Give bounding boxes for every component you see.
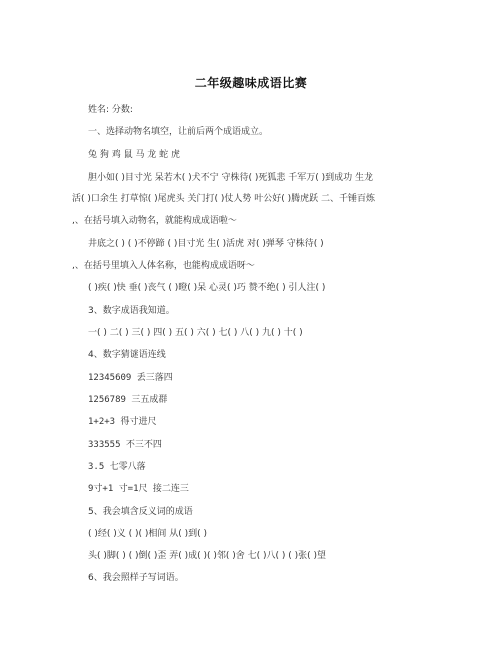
section-1-questions-a: 胆小如( )目寸光 呆若木( )犬不宁 守株待( )死狐悲 千军万( )到成功 生龙 <box>88 173 373 183</box>
section-2a-heading: ,、在括号填入动物名，就能构成成语啦～ <box>72 216 237 226</box>
riddle-line-3: 1+2+3 得寸进尺 <box>88 417 157 427</box>
riddle-line-6: 9寸+1 寸=1尺 接二连三 <box>88 484 189 494</box>
riddle-line-2: 1256789 三五成群 <box>88 395 168 405</box>
section-2a-questions: 井底之( ) ( )不停蹄 ( )目寸光 生( )活虎 对( )弹琴 守株待( ) <box>88 239 324 249</box>
section-5-questions-a: ( )经( )义 ( )( )相间 从( )到( ) <box>88 529 208 539</box>
section-6-heading: 6、我会照样子写词语。 <box>88 573 184 583</box>
section-2b-questions: ( )疾( )快 垂( )丧气 ( )瞪( )呆 心灵( )巧 赞不绝( ) 引人注( ) <box>88 283 326 293</box>
section-5-questions-b: 头( )脚( ) ( )倒( )歪 弄( )成( )( )邻( )舍 七( )八( ) ( )张( )望 <box>88 551 327 561</box>
name-score-line: 姓名: 分数: <box>88 105 133 115</box>
section-3-heading: 3、数字成语我知道。 <box>88 306 175 316</box>
section-3-questions: 一( ) 二( ) 三( ) 四( ) 五( ) 六( ) 七( ) 八( ) 九( ) 十( ) <box>88 328 303 338</box>
riddle-line-4: 333555 不三不四 <box>88 440 162 450</box>
section-4-heading: 4、数字猜谜语连线 <box>88 350 166 360</box>
riddle-line-5: 3.5 七零八落 <box>88 462 146 472</box>
section-1-heading: 一、选择动物名填空，让前后两个成语成立。 <box>88 127 269 137</box>
document-title: 二年级趣味成语比赛 <box>194 76 308 90</box>
section-5-heading: 5、我会填含反义词的成语 <box>88 507 193 517</box>
riddle-line-1: 12345609 丢三落四 <box>88 373 173 383</box>
section-2b-heading: ,、在括号里填入人体名称，也能构成成语呀～ <box>72 261 255 271</box>
section-1-questions-b: 活( )口余生 打草惊( )尾虎头 关门打( )仗人势 叶公好( )腾虎跃 二、千锤百炼 <box>72 194 375 204</box>
animal-list: 兔 狗 鸡 鼠 马 龙 蛇 虎 <box>88 150 181 160</box>
